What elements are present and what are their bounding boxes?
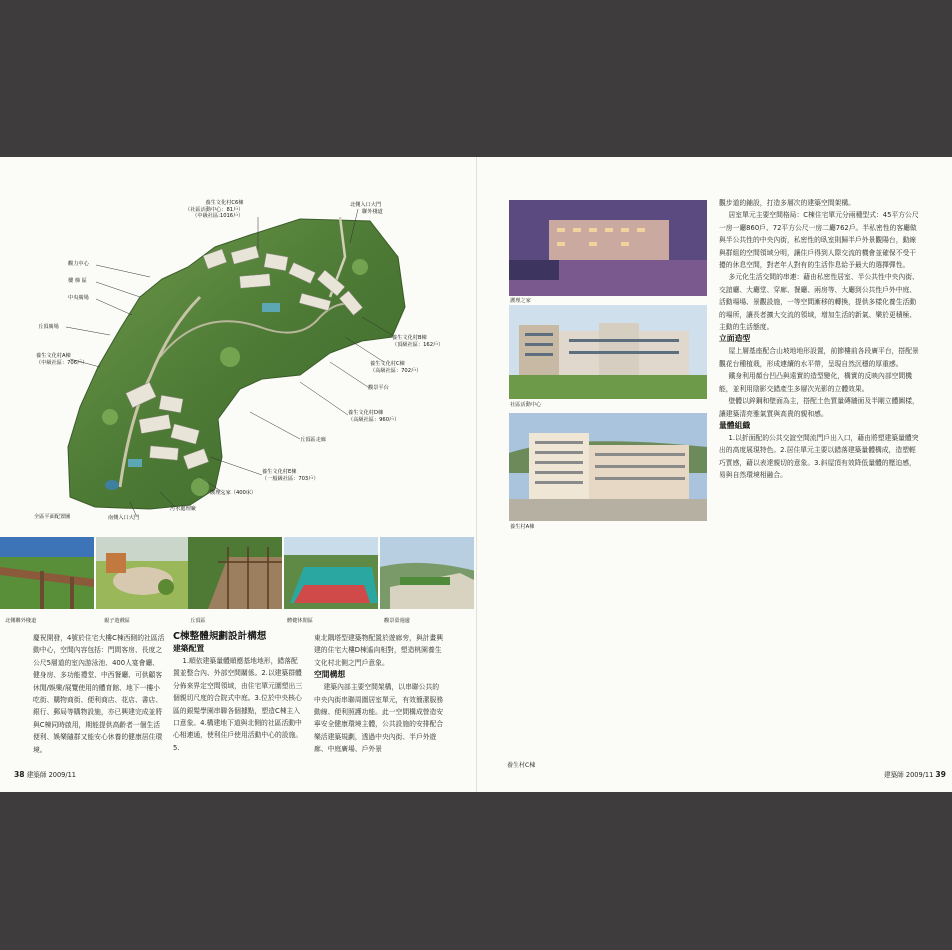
- label-north-gate: 北側入口大門 聯外棧道: [350, 202, 383, 215]
- left-text-col3: 東北隅塔型建築物配置於遊廊旁，與計畫興建的住宅大樓D棟遙向相對，塑造桃園養生文化村北側之門戶意象。 空間構想 建築內部主要空間架構，以串聯公共的中央內街串聯周圍居室單元，有效簡潔服務動線、便利照護功能。此一空間構成營造安寧安全健康環境主體，公共設施的安排配合樂活建築規劃，透過中央內街、半戶外遊廊、中庭廣場、戶外景: [314, 634, 444, 754]
- label-building-c: 養生文化村C棟 （高級社區：702戶）: [370, 361, 422, 374]
- label-building-b: 養生文化村B棟 （頂級社區：162戶）: [392, 335, 444, 348]
- subheading-space: 空間構想: [314, 670, 346, 680]
- caption-playground: 親子遊戲區: [104, 618, 130, 624]
- left-text-col1: 慶祝開發，4號於住宅大樓C棟西側的社區活動中心，空間內容包括：門間客房、長度之公尺5層道的室內游泳池、400人宴會廳、健身房、多功能禮堂、中西餐廳、可供顧客休閒/娛樂/展覽使用的體育館、地下一樓小吃街、購物商街、便利商店、花店、書店、銀行、郵局等購物設施，亦已興建完成並將與C棟同時啟用，期能提供高齡者一個生活便利、娛樂隨群又能安心休養的健康居住環境。: [33, 634, 165, 754]
- label-nursing-home: 護理之家（400床）: [210, 490, 257, 496]
- right-folio: 建築師 2009/11 39: [884, 770, 946, 779]
- photo-north-walkway: [0, 537, 94, 609]
- label-c6: 養生文化村C6棟 （社區活動中心：81戶） （中級社區:1016戶）: [185, 200, 244, 219]
- label-viewing-deck: 觀景平台: [368, 385, 389, 391]
- site-plan-title: 全區平面配置圖: [34, 514, 71, 520]
- label-building-a: 養生文化村A棟 （中級社區：706戶）: [36, 353, 88, 366]
- left-text-col2: C棟整體規劃設計構想 建築配置 1.順依建築量體順應基地地形，錯落配置並整合內、外部空間關係。2.以建築群體分佈來界定空間領域，由住宅單元圍塑出三個親切尺度的合院式中庭。3.位於中央核心區的銀髮學園串聯各個據點，塑造C棟主入口意象。4.構建地下道與北側的社區活動中心相連通，使利住戶使用活動中心的設施。5.: [173, 631, 303, 752]
- photo-hilltop: [188, 537, 282, 609]
- photo-building-a: [509, 413, 707, 521]
- left-folio: 38 建築師 2009/11: [14, 770, 76, 779]
- caption-nursing-home: 護理之家: [510, 298, 531, 304]
- label-hilltop-corridor: 丘頂區走廊: [300, 437, 326, 443]
- caption-hilltop: 丘頂區: [190, 618, 206, 624]
- label-fitness: 觀力中心: [68, 261, 89, 267]
- section-heading: C棟整體規劃設計構想: [173, 631, 267, 642]
- label-sewage-plant: 污水處理廠: [170, 506, 196, 512]
- photo-nursing-home: [509, 200, 707, 296]
- subheading-massing: 量體組織: [719, 420, 751, 430]
- label-central-plaza: 中央廣場: [68, 295, 89, 301]
- site-plan: [0, 157, 476, 537]
- center-caption: 養生村C棟: [507, 762, 536, 769]
- photo-playground: [96, 537, 190, 609]
- caption-building-a: 養生村A棟: [510, 524, 535, 530]
- label-building-e: 養生文化村E棟 （一般級社區：703戶）: [262, 469, 319, 482]
- subheading-facade: 立面造型: [719, 334, 751, 344]
- subheading-layout: 建築配置: [173, 644, 205, 653]
- label-south-gate: 南側入口大門: [108, 515, 140, 521]
- label-building-d: 養生文化村D棟 （高級社區：960戶）: [348, 410, 400, 423]
- magazine-spread: [0, 157, 952, 792]
- photo-activity-center: [509, 305, 707, 399]
- photo-viewing-deck: [380, 537, 474, 609]
- label-stairs: 樓 梯 區: [68, 278, 87, 284]
- right-text-column: 觀步道的鋪設，打造多層次的建築空間架構。 居室單元主要空間格局：C棟住宅單元分兩種型式：45平方公尺一房一廳860戶、72平方公尺一房二廳762戶。半私密性的客廳做與半公共性的中央內街，私密性的臥室則歸半戶外景觀陽台，動線與群組的空間領域分明，讓住戶得到人際交流的機會並確保不受干擾的休息空間，對老年人對有的生活作息給予最大的選擇彈性。 多元化生活交間的串連：藉由私密性居室、半公共性中央內街、交誼廳、大廳堂、穿廊、餐廳、兩房等、大廳到公共性戶外中庭、活動場場、景觀設施，一等空間漸移的轉換，提供多樣化養生活動的場所，讓長者擴大交流的領域，增加生活的新氣、樂於更積極、主動的生活態度。 立面造型 屋上層基座配合山坡地地形設置，前節樓前各段廣平台，搭配景觀花台種植栽，形成連續的水平帶，呈現自然沉穩的厚重感。 鐵身利用顏台凹凸與遠實的造型變化，構實的反映內部空間機能，並利用陰影交錯產生多層次光影的立體效果。 壁體以鋅鋼和壁面為主，搭配土色質量磚牆面及半剛立體圖樣，讓建築清亮雅氣質與高貴的親和感。 量體組織 1.以折面配的公共交誼空間流門戶出入口，藉由將塑建築量體突出的高度展現特色。2.居住單元主要以錯落建築量體構成，造塑輕巧質感，藉以表達親切的意象。3.斜屋頂有效降低量體的壓迫感，易與自然環境相融合。: [719, 199, 919, 480]
- caption-sports-court: 體健休閒區: [287, 618, 313, 624]
- page-gutter: [476, 157, 477, 792]
- label-hilltop-plaza: 丘頂廣場: [38, 324, 59, 330]
- photo-sports-court: [284, 537, 378, 609]
- caption-activity-center: 社區活動中心: [510, 402, 542, 408]
- caption-north-walkway: 北側聯外棧道: [5, 618, 37, 624]
- caption-viewing-deck: 觀景臺週邊: [384, 618, 410, 624]
- photo-strip: [0, 537, 476, 624]
